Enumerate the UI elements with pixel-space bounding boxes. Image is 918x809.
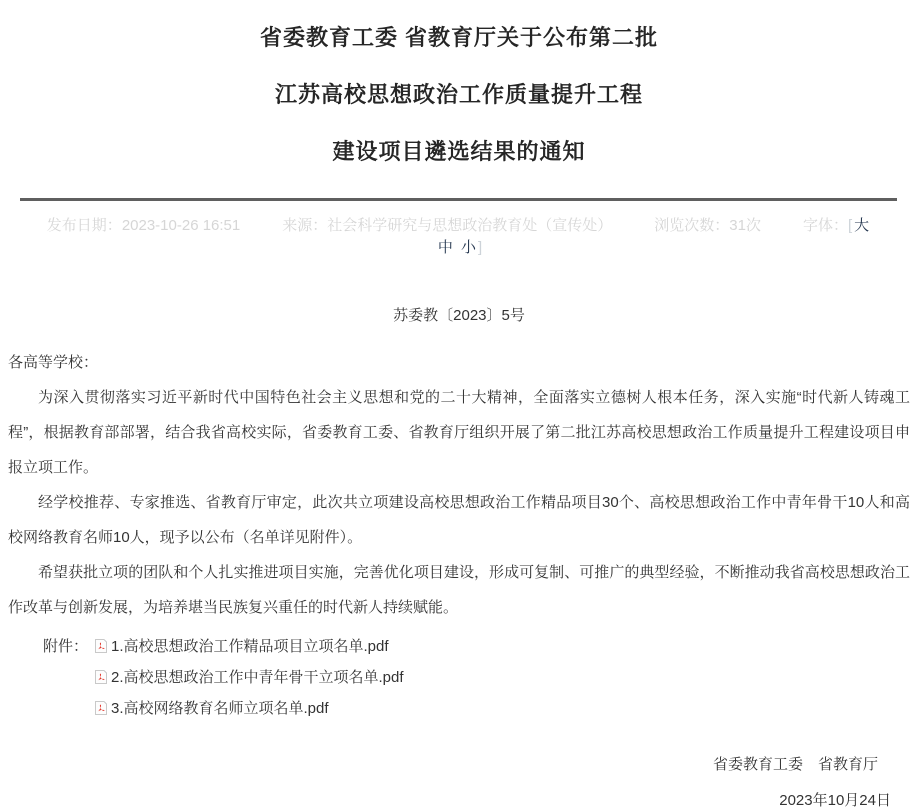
issue-date: 2023年10月24日 (779, 792, 891, 809)
publish-date (47, 217, 240, 234)
issuing-authority: 省委教育工委 省教育厅 (712, 756, 878, 773)
document-body (0, 345, 918, 625)
view-count (654, 217, 761, 234)
paragraph-1: 为深入贯彻落实习近平新时代中国特色社会主义思想和党的二十大精神，全面落实立德树人根本任务，深入实施“时代新人铸魂工程”，根据教育部部署，结合我省高校实际，省委教育工委、省教育厅组织开展了第二批江苏高校思想政治工作质量提升工程建设项目申报立项工作。 (8, 389, 910, 476)
publish-date-label: 发布日期： (46, 217, 122, 234)
pdf-icon (93, 634, 109, 650)
paragraph-3: 希望获批立项的团队和个人扎实推进项目实施，完善优化项目建设，形成可复制、可推广的典型经验，不断推动我省高校思想政治工作改革与创新发展，为培养堪当民族复兴重任的时代新人持续赋能。 (8, 564, 910, 616)
attachment-row (8, 631, 910, 662)
page-title-line-3: 建设项目遴选结果的通知 (332, 139, 586, 164)
attachment-row (8, 662, 910, 693)
attachment-row (8, 693, 910, 724)
article-meta-line2 (0, 239, 918, 256)
attachment-link-3[interactable]: 3.高校网络教育名师立项名单.pdf (111, 700, 329, 717)
page-title-line-2: 江苏高校思想政治工作质量提升工程 (274, 82, 643, 107)
font-size-large-link[interactable]: 大 (854, 217, 870, 234)
title-divider (20, 198, 897, 201)
attachment-link-1[interactable]: 1.高校思想政治工作精品项目立项名单.pdf (111, 638, 389, 655)
source-label: 来源： (282, 217, 328, 234)
font-size-small-link[interactable]: 小 (461, 239, 477, 256)
publish-date-value: 2023-10-26 16:51 (121, 217, 241, 234)
attachments-section (0, 625, 918, 724)
font-size-label: 字体： (802, 217, 848, 234)
attachments-label: 附件： (43, 638, 89, 655)
pdf-icon (93, 665, 109, 681)
document-header (0, 0, 918, 163)
font-bracket-close: ] (478, 239, 483, 256)
source-value: 社会科学研究与思想政治教育处（宣传处） (327, 217, 613, 234)
view-count-value: 31次 (729, 217, 761, 234)
article-meta (0, 217, 918, 256)
source (282, 217, 612, 234)
salutation: 各高等学校： (8, 354, 99, 371)
font-size-selector (803, 217, 871, 234)
view-count-label: 浏览次数： (654, 217, 730, 234)
font-bracket-open: [ (848, 217, 853, 234)
pdf-icon (93, 696, 109, 712)
paragraph-2: 经学校推荐、专家推选、省教育厅审定，此次共立项建设高校思想政治工作精品项目30个、高校思想政治工作中青年骨干10人和高校网络教育名师10人，现予以公布（名单详见附件）。 (8, 494, 910, 546)
article-meta-line1 (0, 217, 918, 234)
document-number: 苏委教〔2023〕5号 (393, 307, 525, 324)
attachment-link-2[interactable]: 2.高校思想政治工作中青年骨干立项名单.pdf (111, 669, 404, 686)
signature-block (0, 757, 918, 808)
page-title-line-1: 省委教育工委 省教育厅关于公布第二批 (259, 25, 659, 50)
font-size-medium-link[interactable]: 中 (437, 239, 453, 256)
